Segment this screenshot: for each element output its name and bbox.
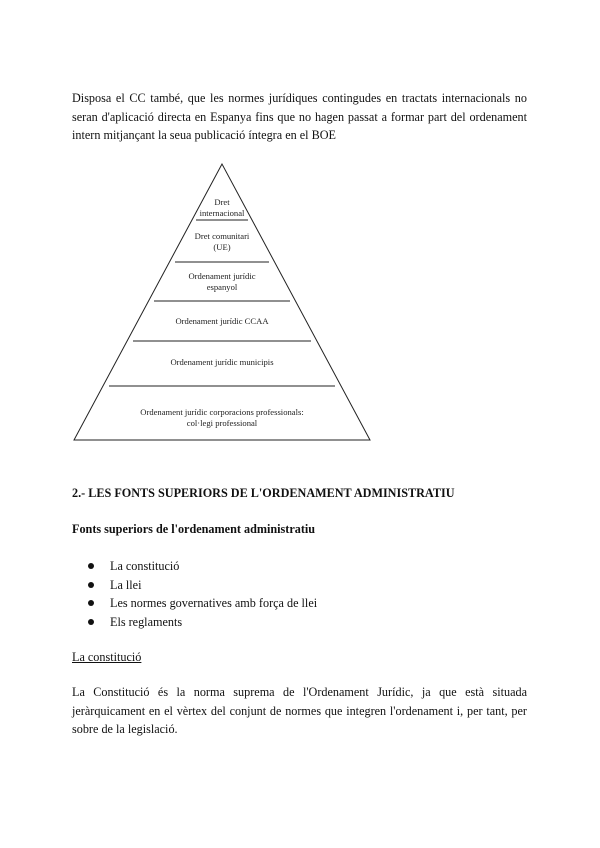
constitution-paragraph: La Constitució és la norma suprema de l'Ordenament Jurídic, ja que està situada jeràrquicament en el vèrtex del conjunt de normes que integren l'ordenament i, per tant, per sobre de la legislació. (72, 685, 527, 736)
bullet-icon (88, 600, 94, 606)
list-item-label: La constitució (110, 559, 180, 573)
pyramid-level-2-line1: Dret comunitari (194, 231, 250, 241)
list-item (72, 576, 317, 595)
list-item-label: Els reglaments (110, 614, 183, 629)
list-item (72, 613, 317, 632)
list-item-label: Les normes governatives amb força de llei (110, 596, 318, 610)
pyramid-level-3-line2: espanyol (206, 282, 238, 292)
bullet-icon (88, 582, 94, 588)
legal-hierarchy-pyramid (72, 162, 372, 442)
pyramid-level-2-line2: (UE) (213, 242, 231, 252)
bullet-icon (88, 563, 94, 569)
pyramid-level-3-line1: Ordenament jurídic (188, 271, 256, 281)
intro-paragraph: Disposa el CC també, que les normes jurídiques contingudes en tractats internacionals no seran d'aplicació directa en Espanya fins que no hagen passat a formar part del ordenament intern mitjançant la seua publicació íntegra en el BOE (72, 91, 527, 142)
section-heading: 2.- LES FONTS SUPERIORS DE L'ORDENAMENT ADMINISTRATIU (72, 486, 455, 500)
subsection-heading: Fonts superiors de l'ordenament administratiu (72, 522, 316, 536)
pyramid-level-1-line2: internacional (199, 208, 245, 218)
list-item-label: La llei (110, 577, 142, 592)
pyramid-level-5-line1: Ordenament jurídic municipis (170, 357, 274, 367)
constitution-heading: La constitució (72, 650, 142, 664)
list-item (72, 557, 317, 576)
pyramid-level-1-line1: Dret (214, 197, 230, 207)
list-item (72, 594, 317, 613)
pyramid-level-4-line1: Ordenament jurídic CCAA (175, 316, 269, 326)
pyramid-level-6-line1: Ordenament jurídic corporacions professionals: (140, 407, 304, 417)
bullet-icon (88, 619, 94, 625)
sources-list (72, 557, 317, 631)
pyramid-level-6-line2: col·legi professional (186, 418, 258, 428)
